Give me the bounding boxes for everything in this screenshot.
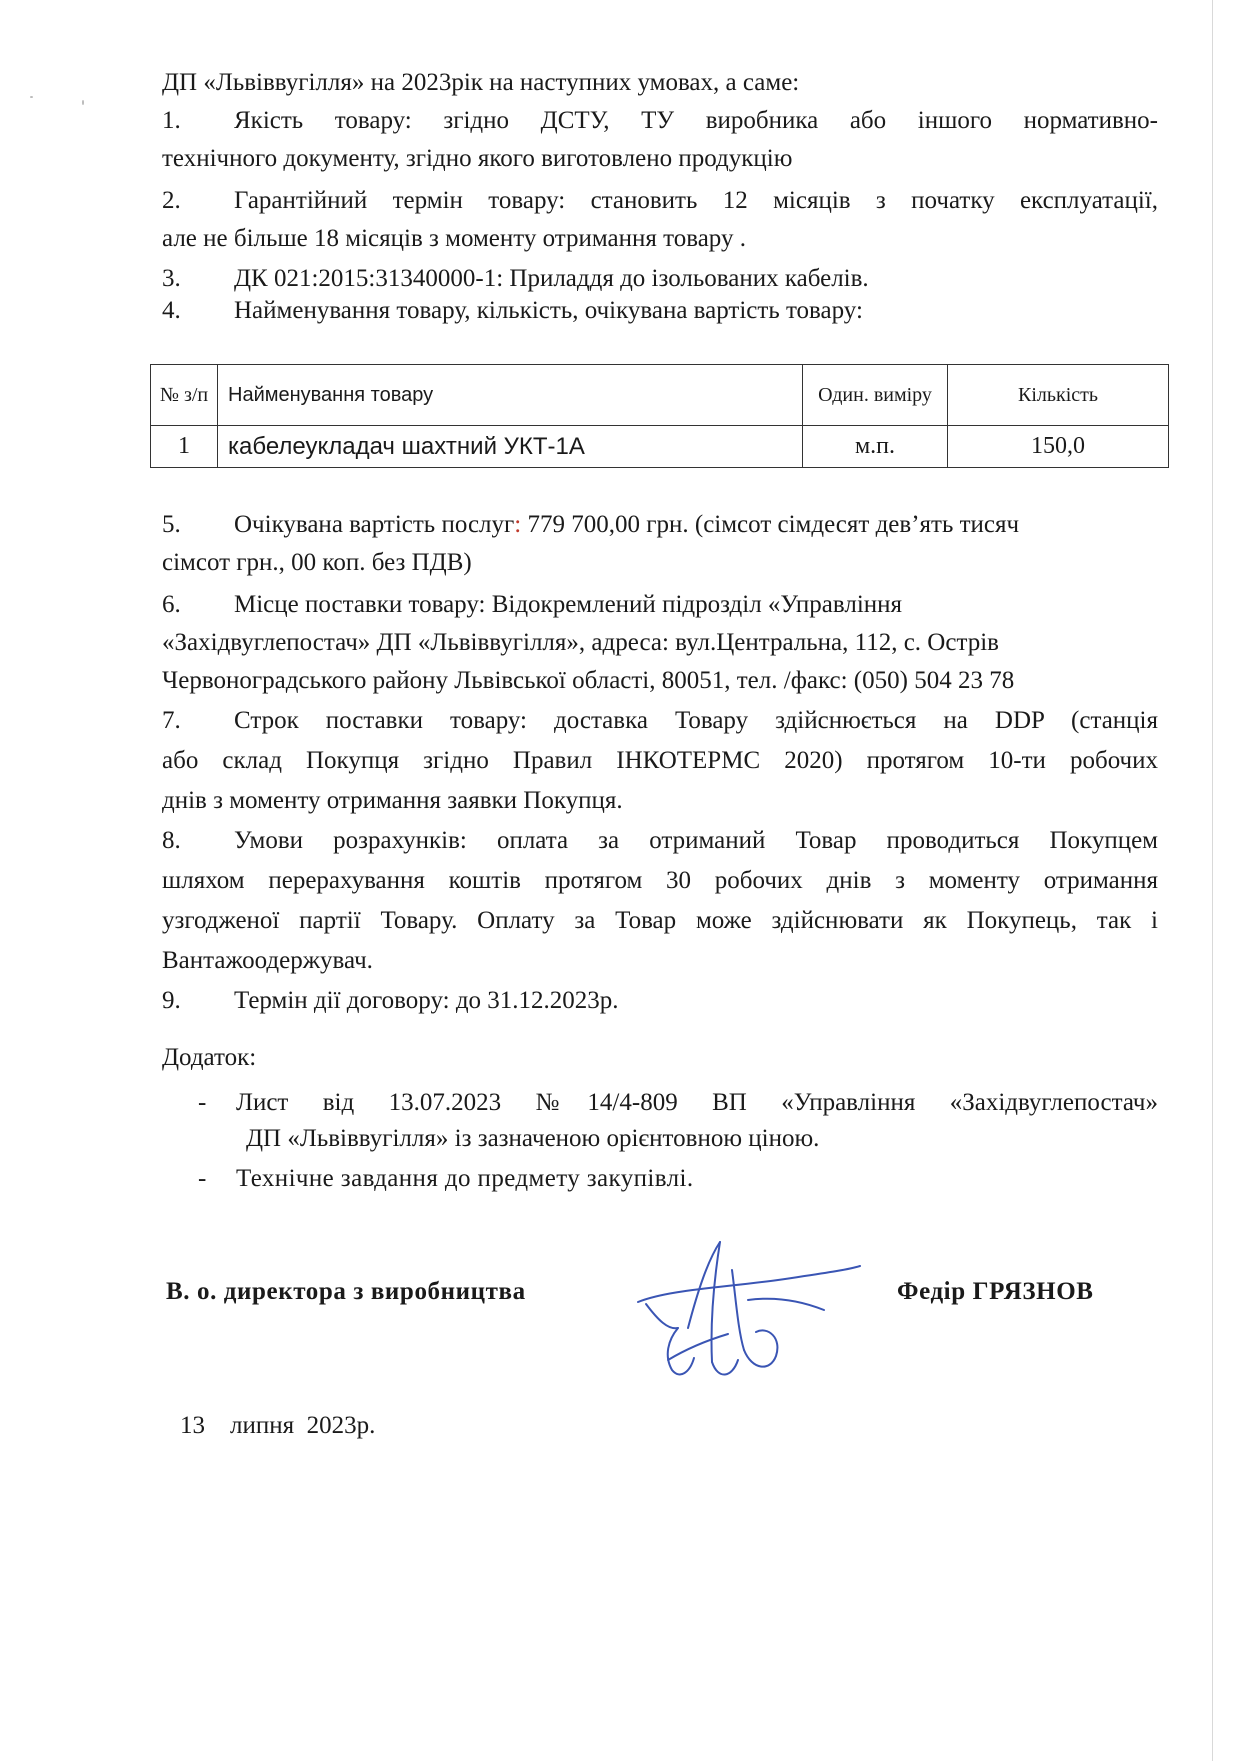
header-unit: Один. виміру (803, 365, 948, 426)
date-day: 13 (180, 1412, 205, 1439)
intro-line: ДП «Львіввугілля» на 2023рік на наступних умовах, а саме: (162, 69, 800, 96)
annex-item-1-line-2: ДП «Львіввугілля» із зазначеною орієнтовною ціною. (246, 1125, 820, 1152)
row-unit: м.п. (803, 426, 948, 468)
header-number: № з/п (151, 365, 218, 426)
row-product-name: кабелеукладач шахтний УКТ-1А (218, 426, 803, 468)
item-9-text: Термін дії договору: до 31.12.2023р. (234, 987, 619, 1014)
date-month-year: липня 2023р. (230, 1412, 376, 1439)
signatory-position: В. о. директора з виробництва (166, 1278, 526, 1305)
item-5-line-1 (162, 510, 1019, 540)
item-8-line-3: узгодженої партії Товару. Оплату за Товар може здійснювати як Покупець, так і (162, 907, 1158, 934)
item-4-number: 4. (162, 297, 181, 324)
item-6-text-a: Місце поставки товару: Відокремлений підрозділ «Управління (234, 591, 903, 618)
header-product-name: Найменування товару (218, 365, 803, 426)
item-5-line-2: сімсот грн., 00 коп. без ПДВ) (162, 549, 472, 576)
item-6-line-3: Червоноградського району Львівської області, 80051, тел. /факс: (050) 504 23 78 (162, 667, 1015, 694)
item-6-number: 6. (162, 591, 181, 618)
item-7-text-a: Строк поставки товару: доставка Товару здійснюється на DDP (станція (234, 707, 1158, 734)
scan-speck (30, 96, 33, 98)
item-1-line-1 (162, 106, 1158, 136)
item-2-text-a: Гарантійний термін товару: становить 12 місяців з початку експлуатації, (234, 187, 1158, 214)
signatory-name: Федір ГРЯЗНОВ (897, 1278, 1094, 1305)
table-header-row (151, 365, 1169, 426)
item-8-text-a: Умови розрахунків: оплата за отриманий Товар проводиться Покупцем (234, 827, 1158, 854)
item-5-label: Очікувана вартість послуг (234, 511, 515, 538)
item-7-number: 7. (162, 707, 181, 734)
item-5-number: 5. (162, 511, 181, 538)
item-7-line-1 (162, 706, 1158, 736)
item-3-number: 3. (162, 265, 181, 292)
goods-table (150, 364, 1169, 468)
header-quantity: Кількість (948, 365, 1169, 426)
item-2-line-2: але не більше 18 місяців з моменту отримання товару . (162, 225, 746, 252)
annex-item-2: Технічне завдання до предмету закупівлі. (236, 1165, 694, 1192)
item-2-number: 2. (162, 187, 181, 214)
item-4-line (162, 296, 863, 326)
annex-item-1-line-1: Лист від 13.07.2023 №14/4-809 ВП «Управління «Західвуглепостач» (236, 1089, 1158, 1116)
annex-dash-2: - (198, 1165, 207, 1192)
handwritten-signature (628, 1230, 868, 1390)
annex-dash-1: - (198, 1089, 207, 1116)
item-4-text: Найменування товару, кількість, очікувана вартість товару: (234, 297, 863, 324)
annex-title: Додаток: (162, 1044, 257, 1071)
scan-speck (82, 100, 84, 105)
item-8-number: 8. (162, 827, 181, 854)
table-row (151, 426, 1169, 468)
item-6-line-1 (162, 590, 902, 620)
item-1-text-a: Якість товару: згідно ДСТУ, ТУ виробника або іншого нормативно- (234, 107, 1158, 134)
item-8-line-2: шляхом перерахування коштів протягом 30 робочих днів з моменту отримання (162, 867, 1158, 894)
document-date (180, 1412, 375, 1440)
item-8-line-1 (162, 826, 1158, 856)
item-8-line-4: Вантажоодержувач. (162, 947, 373, 974)
scan-edge-line (1212, 0, 1213, 1761)
item-1-number: 1. (162, 107, 181, 134)
row-number: 1 (151, 426, 218, 468)
item-3-line (162, 264, 869, 294)
item-5-colon: : (514, 511, 522, 538)
item-5-value: 779 700,00 грн. (сімсот сімдесят дев’ять тисяч (521, 511, 1020, 538)
row-quantity: 150,0 (948, 426, 1169, 468)
item-7-line-3: днів з моменту отримання заявки Покупця. (162, 787, 623, 814)
item-2-line-1 (162, 186, 1158, 216)
item-6-line-2: «Західвуглепостач» ДП «Львіввугілля», адреса: вул.Центральна, 112, с. Острів (162, 629, 999, 656)
item-7-line-2: або склад Покупця згідно Правил ІНКОТЕРМС 2020) протягом 10-ти робочих (162, 747, 1158, 774)
item-1-line-2: технічного документу, згідно якого виготовлено продукцію (162, 145, 793, 172)
item-3-text: ДК 021:2015:31340000-1: Приладдя до ізольованих кабелів. (234, 265, 869, 292)
item-9-line (162, 986, 619, 1016)
item-9-number: 9. (162, 987, 181, 1014)
